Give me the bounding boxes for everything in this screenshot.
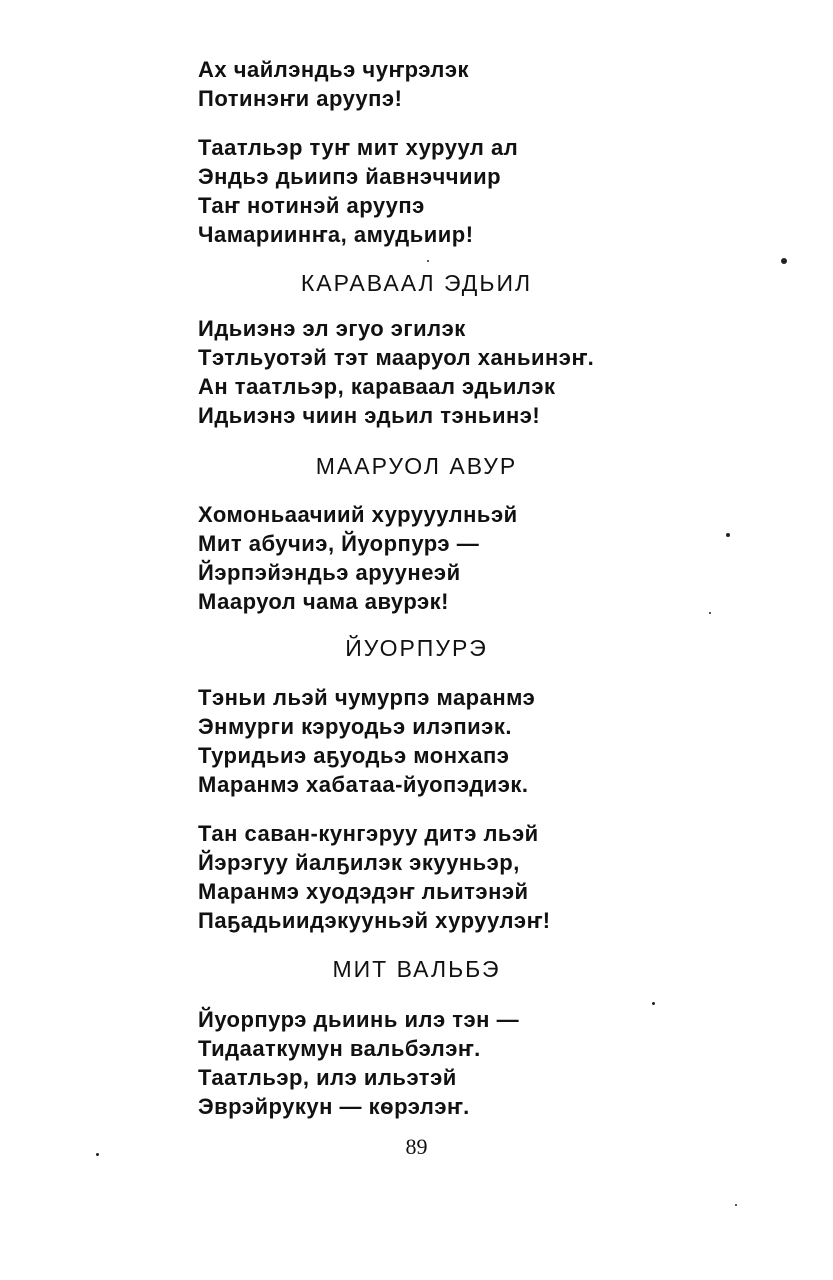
- scan-speck: [96, 1153, 99, 1156]
- poem-line: Тан саван-кунгэруу дитэ льэй: [198, 821, 539, 846]
- poem-title-yuorpure: ЙУОРПУРЭ: [345, 635, 488, 661]
- poem-line: Эврэйрукун — кѳрэлэҥ.: [198, 1094, 470, 1119]
- poem-line: Ах чайлэндьэ чуҥрэлэк: [198, 57, 470, 82]
- poem-line: Тидааткумун вальбэлэҥ.: [198, 1036, 481, 1061]
- scan-speck: [652, 1002, 655, 1005]
- poem-line: Паҕадьиидэкууньэй хуруулэҥ!: [198, 908, 551, 933]
- poem-line: Тэтльуотэй тэт мааруол ханьинэҥ.: [198, 345, 595, 370]
- poem-line: Идьиэнэ чиин эдьил тэньинэ!: [198, 403, 541, 428]
- poem-line: Йуорпурэ дьиинь илэ тэн —: [198, 1007, 520, 1032]
- page-number: 89: [405, 1134, 428, 1159]
- poem-line: Таатльэр, илэ ильэтэй: [198, 1065, 457, 1090]
- stanza-5: [198, 683, 535, 799]
- scan-speck: [735, 1204, 737, 1206]
- stanza-7: [198, 1005, 519, 1121]
- poem-line: Ан таатльэр, караваал эдьилэк: [198, 374, 556, 399]
- scan-speck: [726, 533, 730, 537]
- poem-line: Энмурги кэруодьэ илэпиэк.: [198, 714, 512, 739]
- poem-line: Мааруол чама авурэк!: [198, 589, 450, 614]
- scan-speck: [781, 258, 787, 264]
- poem-line: Мит абучиэ, Йуорпурэ —: [198, 531, 480, 556]
- poem-line: Тэньи льэй чумурпэ маранмэ: [198, 685, 536, 710]
- scan-speck: [709, 612, 711, 614]
- poem-title-maaruol-avur: МААРУОЛ АВУР: [315, 453, 518, 479]
- stanza-1: [198, 55, 469, 113]
- scan-speck: [427, 260, 429, 262]
- poem-line: Чамариинҥа, амудьиир!: [198, 222, 474, 247]
- poem-line: Хомоньаачиий хурууулньэй: [198, 502, 518, 527]
- poem-line: Таатльэр туҥ мит хуруул ал: [198, 135, 519, 160]
- stanza-6: [198, 819, 551, 935]
- stanza-3: [198, 314, 594, 430]
- poem-line: Потинэҥи аруупэ!: [198, 86, 403, 111]
- poem-line: Маранмэ хуодэдэҥ льитэнэй: [198, 879, 529, 904]
- stanza-4: [198, 500, 518, 616]
- poem-line: Маранмэ хабатаа-йуопэдиэк.: [198, 772, 529, 797]
- poem-line: Туридьиэ аҕуодьэ монхапэ: [198, 743, 510, 768]
- poem-line: Эндьэ дьиипэ йавнэччиир: [198, 164, 502, 189]
- poem-title-karavaal-edil: КАРАВААЛ ЭДЬИЛ: [300, 270, 533, 296]
- poem-line: Идьиэнэ эл эгуо эгилэк: [198, 316, 466, 341]
- poem-line: Таҥ нотинэй аруупэ: [198, 193, 425, 218]
- poem-line: Йэрэгуу йалҕилэк экууньэр,: [198, 850, 520, 875]
- poem-title-mit-valbe: МИТ ВАЛЬБЭ: [332, 956, 501, 982]
- poem-line: Йэрпэйэндьэ аруунеэй: [198, 560, 461, 585]
- stanza-2: [198, 133, 518, 249]
